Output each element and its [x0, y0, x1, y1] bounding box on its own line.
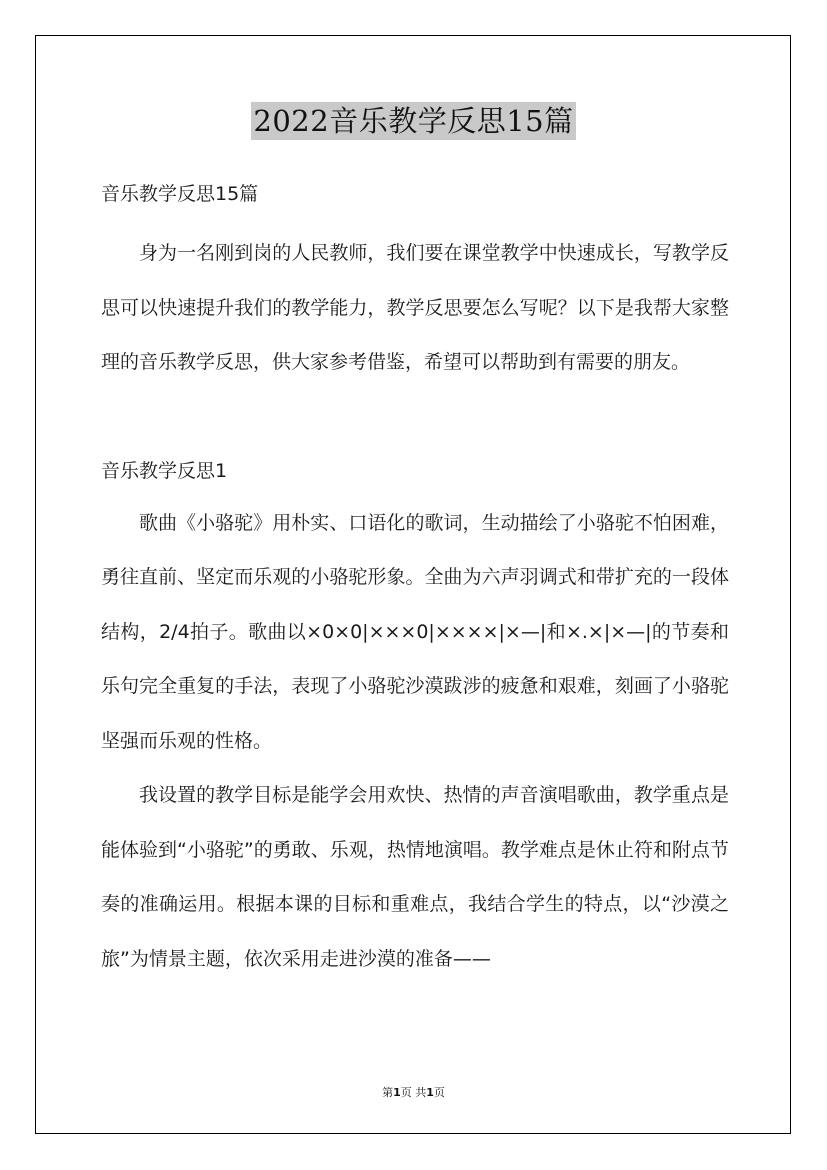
footer-suffix: 页	[433, 1086, 445, 1099]
intro-paragraph: 身为一名刚到岗的人民教师，我们要在课堂教学中快速成长，写教学反思可以快速提升我们的教学能力，教学反思要怎么写呢？以下是我帮大家整理的音乐教学反思，供大家参考借鉴，希望可以帮助到有需要的朋友。	[101, 242, 729, 373]
body-paragraph-1: 歌曲《小骆驼》用朴实、口语化的歌词，生动描绘了小骆驼不怕困难，勇往直前、坚定而乐观的小骆驼形象。全曲为六声羽调式和带扩充的一段体结构，2/4拍子。歌曲以×0×0|×××0|××××|×—|和×.×|×—|的节奏和乐句完全重复的手法，表现了小骆驼沙漠跋涉的疲惫和艰难，刻画了小骆驼坚强而乐观的性格。	[101, 511, 729, 752]
title-container	[0, 102, 827, 140]
document-body	[101, 175, 729, 986]
body-paragraph-2: 我设置的教学目标是能学会用欢快、热情的声音演唱歌曲，教学重点是能体验到“小骆驼”的勇敢、乐观，热情地演唱。教学难点是休止符和附点节奏的准确运用。根据本课的目标和重难点，我结合学生的特点，以“沙漠之旅”为情景主题，依次采用走进沙漠的准备——	[101, 784, 729, 970]
footer-mid: 页 共	[400, 1086, 427, 1099]
section-heading: 音乐教学反思1	[101, 459, 228, 482]
document-title: 2022音乐教学反思15篇	[253, 104, 574, 138]
footer-prefix: 第	[382, 1086, 394, 1099]
footer-total-pages: 1	[426, 1086, 434, 1099]
page-footer	[0, 1084, 827, 1100]
footer-current-page: 1	[393, 1086, 401, 1099]
document-subtitle: 音乐教学反思15篇	[101, 183, 259, 205]
